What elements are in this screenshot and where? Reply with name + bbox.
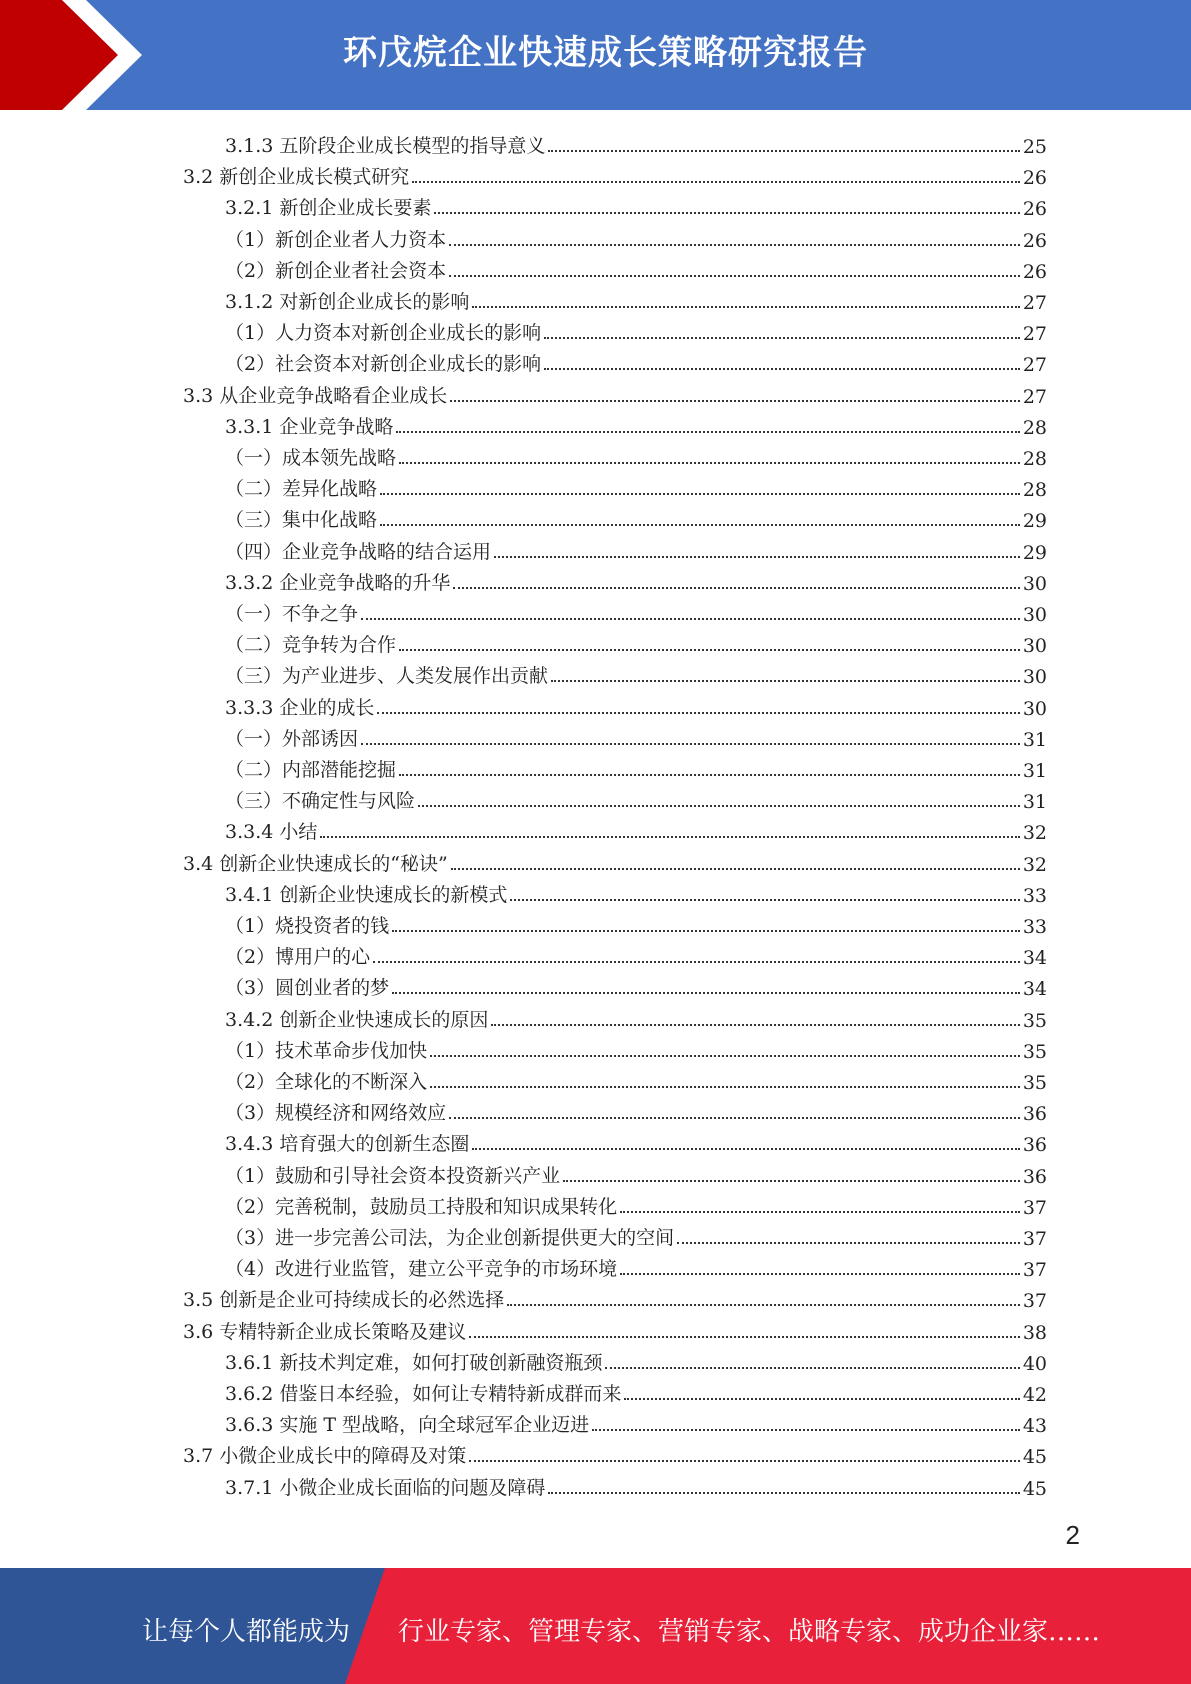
toc-entry-page: 37: [1022, 1196, 1047, 1219]
toc-dot-leader: [472, 1148, 1019, 1150]
toc-entry-page: 37: [1022, 1228, 1047, 1250]
toc-entry[interactable]: [225, 969, 1047, 1000]
toc-dot-leader: [392, 930, 1020, 932]
toc-dot-leader: [624, 1398, 1019, 1400]
toc-dot-leader: [399, 649, 1020, 651]
toc-dot-leader: [430, 1055, 1020, 1057]
toc-entry-page: 33: [1022, 884, 1047, 907]
toc-entry[interactable]: [225, 1406, 1047, 1437]
toc-entry[interactable]: [225, 907, 1047, 938]
toc-entry-title: 3.3.4 小结: [225, 821, 318, 844]
toc-entry-page: 28: [1022, 479, 1047, 502]
toc-entry[interactable]: [225, 345, 1047, 376]
toc-entry-page: 25: [1022, 136, 1047, 158]
toc-dot-leader: [412, 181, 1020, 183]
toc-entry-page: 30: [1022, 604, 1047, 626]
toc-entry-title: （3）进一步完善公司法，为企业创新提供更大的空间: [225, 1227, 675, 1249]
toc-entry-title: （1）人力资本对新创企业成长的影响: [225, 322, 542, 345]
toc-entry-title: 3.3.2 企业竞争战略的升华: [225, 571, 451, 594]
toc-dot-leader: [449, 244, 1020, 246]
toc-entry-title: （2）完善税制，鼓励员工持股和知识成果转化: [225, 1195, 618, 1218]
toc-entry[interactable]: [225, 1125, 1047, 1156]
toc-dot-leader: [494, 556, 1020, 558]
toc-entry-page: 26: [1022, 229, 1047, 252]
toc-dot-leader: [450, 400, 1020, 402]
toc-dot-leader: [548, 150, 1019, 152]
toc-entry-title: 3.6.1 新技术判定难，如何打破创新融资瓶颈: [225, 1351, 603, 1374]
toc-dot-leader: [451, 868, 1020, 870]
toc-entry-title: （三）集中化战略: [225, 509, 378, 532]
toc-entry-title: （二）竞争转为合作: [225, 634, 397, 657]
toc-entry[interactable]: [225, 720, 1047, 751]
toc-entry[interactable]: [225, 813, 1047, 844]
toc-dot-leader: [418, 805, 1020, 807]
toc-dot-leader: [469, 1460, 1020, 1462]
toc-entry-title: （三）为产业进步、人类发展作出贡献: [225, 665, 549, 688]
toc-dot-leader: [399, 774, 1020, 776]
toc-entry[interactable]: [225, 314, 1047, 345]
toc-entry[interactable]: [183, 377, 1047, 408]
toc-entry-page: 31: [1022, 791, 1047, 814]
toc-entry[interactable]: [225, 564, 1047, 595]
toc-entry[interactable]: [225, 938, 1047, 969]
toc-entry-title: （3）圆创业者的梦: [225, 977, 390, 1000]
toc-dot-leader: [373, 961, 1020, 963]
toc-entry-page: 36: [1022, 1165, 1047, 1188]
toc-entry-page: 31: [1022, 728, 1047, 751]
toc-entry[interactable]: [225, 283, 1047, 314]
toc-entry[interactable]: [225, 1469, 1047, 1500]
toc-dot-leader: [361, 743, 1020, 745]
toc-entry[interactable]: [183, 158, 1047, 189]
toc-entry-page: 26: [1022, 167, 1047, 190]
toc-entry-page: 45: [1022, 1446, 1047, 1469]
toc-dot-leader: [430, 1086, 1020, 1088]
toc-entry[interactable]: [225, 439, 1047, 470]
toc-dot-leader: [620, 1211, 1020, 1213]
toc-entry-page: 42: [1022, 1384, 1047, 1406]
toc-entry-title: 3.1.2 对新创企业成长的影响: [225, 291, 470, 313]
page-number: 2: [1065, 1520, 1080, 1550]
toc-entry-page: 33: [1022, 916, 1047, 938]
toc-dot-leader: [396, 431, 1019, 433]
toc-dot-leader: [510, 899, 1019, 901]
toc-entry[interactable]: [225, 782, 1047, 813]
toc-entry[interactable]: [225, 1063, 1047, 1094]
toc-entry-title: 3.4 创新企业快速成长的“秘诀”: [183, 852, 448, 875]
toc-entry[interactable]: [183, 845, 1047, 876]
toc-entry[interactable]: [225, 127, 1047, 158]
toc-entry-page: 40: [1022, 1352, 1047, 1375]
toc-entry-page: 28: [1022, 416, 1047, 439]
toc-entry-title: 3.6 专精特新企业成长策略及建议: [183, 1320, 467, 1343]
toc-dot-leader: [551, 680, 1020, 682]
toc-entry-page: 37: [1022, 1259, 1047, 1282]
toc-entry-title: （一）成本领先战略: [225, 447, 397, 469]
toc-entry[interactable]: [225, 751, 1047, 782]
toc-entry-title: （1）烧投资者的钱: [225, 915, 390, 937]
toc-entry-title: （1）技术革命步伐加快: [225, 1039, 428, 1062]
toc-entry-title: 3.5 创新是企业可持续成长的必然选择: [183, 1289, 505, 1312]
toc-dot-leader: [677, 1242, 1020, 1244]
toc-entry-title: 3.4.3 培育强大的创新生态圈: [225, 1133, 470, 1156]
footer-slogan-left: 让每个人都能成为: [142, 1617, 351, 1647]
toc-entry-page: 27: [1022, 354, 1047, 377]
toc-dot-leader: [434, 212, 1019, 214]
toc-dot-leader: [392, 992, 1020, 994]
toc-entry-title: （三）不确定性与风险: [225, 790, 416, 813]
toc-entry[interactable]: [225, 1001, 1047, 1032]
toc-dot-leader: [472, 306, 1019, 308]
toc-entry-page: 35: [1022, 1072, 1047, 1094]
toc-entry-title: （一）外部诱因: [225, 727, 359, 750]
toc-dot-leader: [544, 368, 1020, 370]
toc-entry[interactable]: [225, 501, 1047, 532]
toc-entry-page: 34: [1022, 978, 1047, 1001]
toc-entry-title: 3.2.1 新创企业成长要素: [225, 197, 432, 220]
toc-entry[interactable]: [225, 1344, 1047, 1375]
toc-entry[interactable]: [225, 595, 1047, 626]
toc-entry-page: 36: [1022, 1103, 1047, 1126]
toc-entry-title: （四）企业竞争战略的结合运用: [225, 540, 492, 563]
toc-entry-title: 3.3 从企业竞争战略看企业成长: [183, 384, 448, 407]
toc-entry-page: 29: [1022, 510, 1047, 533]
toc-entry-page: 30: [1022, 666, 1047, 689]
toc-entry-page: 34: [1022, 947, 1047, 970]
toc-entry-title: （一）不争之争: [225, 603, 359, 625]
toc-entry[interactable]: [183, 1313, 1047, 1344]
toc-dot-leader: [592, 1429, 1020, 1431]
toc-entry[interactable]: [225, 470, 1047, 501]
toc-entry[interactable]: [225, 1032, 1047, 1063]
toc-entry-title: （2）社会资本对新创企业成长的影响: [225, 353, 542, 376]
toc-dot-leader: [449, 1117, 1020, 1119]
toc-dot-leader: [453, 587, 1019, 589]
toc-entry-title: 3.6.3 实施 T 型战略，向全球冠军企业迈进: [225, 1414, 590, 1437]
toc-entry[interactable]: [225, 1188, 1047, 1219]
toc-entry-page: 31: [1022, 760, 1047, 782]
toc-dot-leader: [377, 712, 1019, 714]
toc-entry-title: （二）差异化战略: [225, 478, 378, 501]
toc-entry-page: 27: [1022, 323, 1047, 346]
toc-dot-leader: [544, 337, 1020, 339]
toc-entry-page: 27: [1022, 292, 1047, 314]
toc-entry[interactable]: [225, 189, 1047, 220]
toc-entry-title: （2）博用户的心: [225, 946, 371, 969]
toc-dot-leader: [491, 1024, 1019, 1026]
toc-entry[interactable]: [225, 1094, 1047, 1125]
toc-entry[interactable]: [225, 689, 1047, 720]
toc-dot-leader: [563, 1180, 1020, 1182]
page-header: [0, 0, 1191, 110]
toc-dot-leader: [320, 836, 1019, 838]
toc-entry[interactable]: [183, 1281, 1047, 1312]
toc-dot-leader: [507, 1304, 1020, 1306]
toc-entry-page: 36: [1022, 1134, 1047, 1157]
toc-entry-page: 28: [1022, 448, 1047, 470]
toc-dot-leader: [361, 618, 1020, 620]
toc-entry-page: 26: [1022, 198, 1047, 221]
toc-entry[interactable]: [225, 1219, 1047, 1250]
toc-dot-leader: [620, 1273, 1020, 1275]
toc-entry-page: 32: [1022, 853, 1047, 876]
toc-entry-title: 3.4.1 创新企业快速成长的新模式: [225, 883, 508, 906]
toc-entry-page: 38: [1022, 1321, 1047, 1344]
toc-entry[interactable]: [225, 1375, 1047, 1406]
toc-entry-title: 3.3.3 企业的成长: [225, 696, 375, 719]
toc-entry[interactable]: [225, 533, 1047, 564]
toc-entry-title: 3.2 新创企业成长模式研究: [183, 166, 410, 189]
toc-entry[interactable]: [225, 876, 1047, 907]
toc-entry-title: 3.6.2 借鉴日本经验，如何让专精特新成群而来: [225, 1383, 622, 1405]
toc-entry-page: 27: [1022, 385, 1047, 408]
toc-dot-leader: [548, 1492, 1019, 1494]
toc-entry-title: （2）全球化的不断深入: [225, 1071, 428, 1093]
toc-dot-leader: [380, 524, 1020, 526]
toc-entry-title: 3.3.1 企业竞争战略: [225, 415, 394, 438]
toc-dot-leader: [605, 1367, 1019, 1369]
toc-entry[interactable]: [225, 252, 1047, 283]
toc-dot-leader: [449, 275, 1020, 277]
footer-slogan-right: 行业专家、管理专家、营销专家、战略专家、成功企业家……: [398, 1617, 1101, 1647]
toc-entry-page: 32: [1022, 822, 1047, 845]
toc-dot-leader: [399, 462, 1020, 464]
toc-entry-page: 37: [1022, 1290, 1047, 1313]
toc-entry[interactable]: [183, 1437, 1047, 1468]
toc-entry-page: 35: [1022, 1009, 1047, 1032]
toc-entry-page: 30: [1022, 635, 1047, 658]
toc-entry[interactable]: [225, 221, 1047, 252]
toc-entry-page: 45: [1022, 1477, 1047, 1500]
toc-entry-page: 30: [1022, 697, 1047, 720]
toc-entry-page: 43: [1022, 1415, 1047, 1438]
toc-entry[interactable]: [225, 657, 1047, 688]
toc-entry-title: （2）新创企业者社会资本: [225, 259, 447, 282]
toc-entry-title: 3.1.3 五阶段企业成长模型的指导意义: [225, 135, 546, 157]
toc-entry-title: 3.7.1 小微企业成长面临的问题及障碍: [225, 1476, 546, 1499]
toc-entry-title: （1）新创企业者人力资本: [225, 228, 447, 251]
toc-entry[interactable]: [225, 1157, 1047, 1188]
toc-entry-title: （3）规模经济和网络效应: [225, 1102, 447, 1125]
toc-dot-leader: [469, 1336, 1020, 1338]
toc-entry-title: （4）改进行业监管，建立公平竞争的市场环境: [225, 1258, 618, 1281]
toc-entry[interactable]: [225, 626, 1047, 657]
toc-entry-title: 3.4.2 创新企业快速成长的原因: [225, 1008, 489, 1031]
document-title: 环戊烷企业快速成长策略研究报告: [343, 33, 868, 73]
toc-dot-leader: [380, 493, 1020, 495]
toc-entry-page: 29: [1022, 541, 1047, 564]
toc-entry-page: 26: [1022, 260, 1047, 283]
toc-entry-title: （二）内部潜能挖掘: [225, 759, 397, 781]
toc-entry-title: （1）鼓励和引导社会资本投资新兴产业: [225, 1164, 561, 1187]
toc-entry-page: 30: [1022, 572, 1047, 595]
toc-entry[interactable]: [225, 1250, 1047, 1281]
toc-entry[interactable]: [225, 408, 1047, 439]
toc-entry-title: 3.7 小微企业成长中的障碍及对策: [183, 1445, 467, 1468]
toc-entry-page: 35: [1022, 1040, 1047, 1063]
